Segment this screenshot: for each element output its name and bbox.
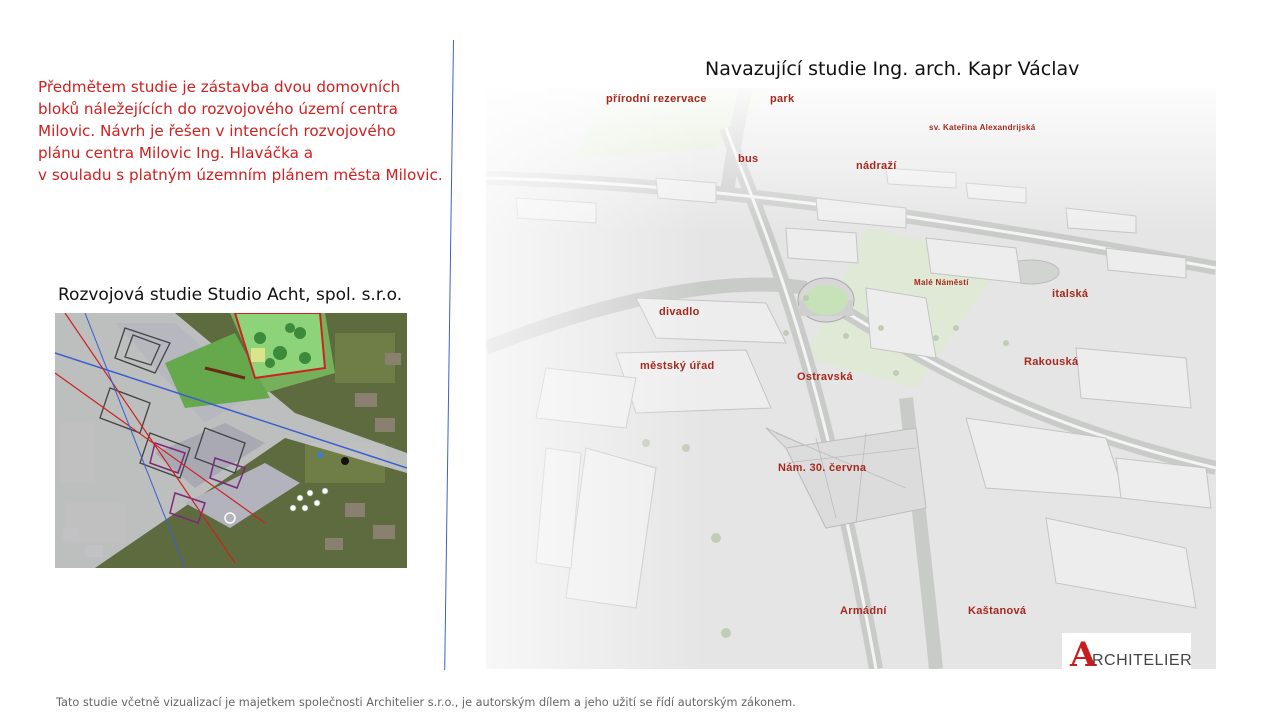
label-divadlo: divadlo: [659, 306, 700, 318]
intro-line: v souladu s platným územním plánem města Milovic.: [38, 166, 443, 184]
label-mestsky-urad: městský úřad: [640, 360, 715, 372]
logo-initial: A: [1070, 635, 1097, 675]
label-italska: italská: [1052, 288, 1089, 300]
copyright-footer: Tato studie včetně vizualizací je majetkem společnosti Architelier s.r.o., je autorským dílem a jeho užití se řídí autorským zákonem.: [56, 696, 796, 709]
label-male-namesti: Malé Náměstí: [914, 278, 969, 287]
intro-line: plánu centra Milovic Ing. Hlaváčka a: [38, 144, 314, 162]
left-caption: Rozvojová studie Studio Acht, spol. s.r.o.: [58, 285, 403, 305]
intro-text: [38, 76, 458, 186]
label-nadrazi: nádraží: [856, 160, 897, 172]
label-kastanova: Kaštanová: [968, 605, 1027, 617]
architelier-logo: [1062, 633, 1191, 678]
label-ostravska: Ostravská: [797, 371, 853, 383]
label-nam-30-cervna: Nám. 30. června: [778, 462, 867, 474]
intro-line: bloků náležejících do rozvojového území centra: [38, 100, 398, 118]
intro-line: Předmětem studie je zástavba dvou domovních: [38, 78, 401, 96]
label-armadni: Armádní: [840, 605, 887, 617]
logo-text: RCHITELIER: [1092, 652, 1193, 669]
label-bus: bus: [738, 153, 759, 165]
label-park: park: [770, 93, 795, 105]
right-caption: Navazující studie Ing. arch. Kapr Václav: [705, 58, 1080, 80]
label-sv-katerina: sv. Kateřina Alexandrijská: [929, 123, 1036, 132]
aerial-plan-image: [55, 313, 407, 568]
label-rakouska: Rakouská: [1024, 356, 1079, 368]
label-prirodni-rezervace: přírodní rezervace: [606, 93, 707, 105]
intro-line: Milovic. Návrh je řešen v intencích rozvojového: [38, 122, 396, 140]
